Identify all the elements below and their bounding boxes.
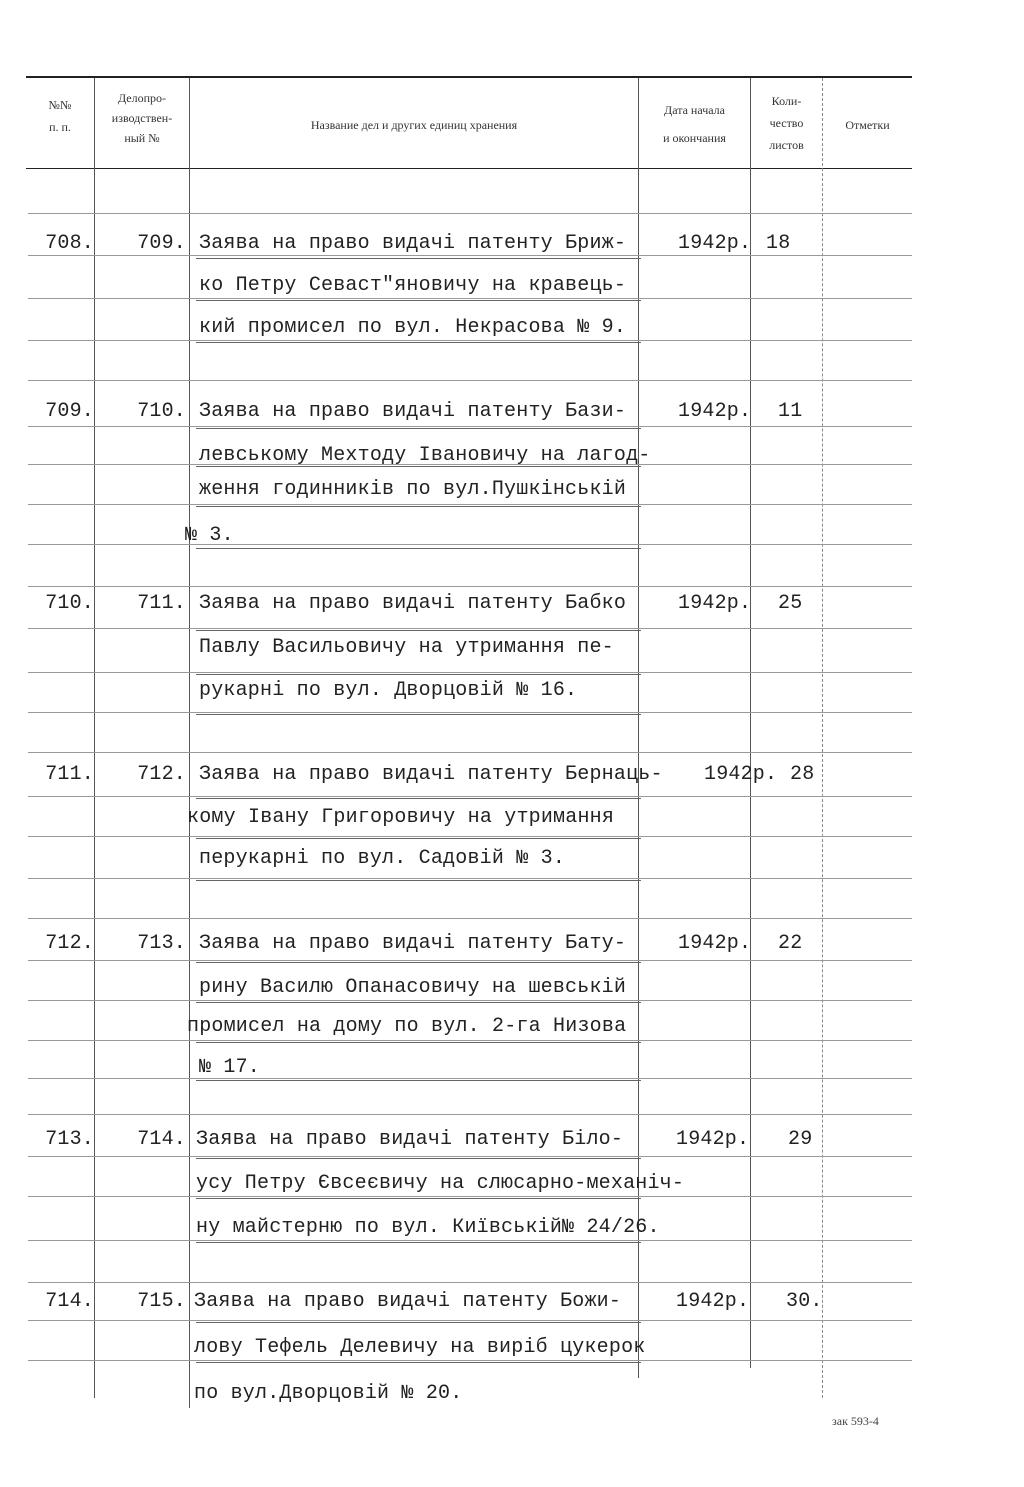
ruled-line bbox=[28, 1320, 912, 1321]
ruled-line bbox=[28, 796, 912, 797]
ruled-line bbox=[28, 960, 912, 961]
ruled-line bbox=[28, 1156, 912, 1157]
row-title-line: рину Василю Опанасовичу на шевській bbox=[199, 976, 627, 999]
row-title-line: Заява на право видачі патенту Бази- bbox=[199, 400, 627, 423]
col-divider-2 bbox=[189, 78, 190, 1408]
text-underline bbox=[196, 962, 641, 963]
row-title-line: усу Петру Євсеєвичу на слюсарно-механіч- bbox=[196, 1172, 685, 1195]
text-underline bbox=[196, 300, 641, 301]
row-title-line: кому Івану Григоровичу на утримання bbox=[187, 806, 615, 829]
header-col-count bbox=[751, 90, 822, 156]
ruled-line bbox=[28, 213, 912, 214]
row-title-line: лову Тефель Делевичу на виріб цукерок bbox=[194, 1336, 646, 1359]
header-col-num-line1: №№ bbox=[48, 98, 72, 112]
col-divider-5 bbox=[822, 78, 823, 1398]
row-num: 710. bbox=[45, 592, 94, 615]
row-date: 1942р. bbox=[704, 763, 778, 786]
text-underline bbox=[196, 506, 641, 507]
text-underline bbox=[196, 674, 641, 675]
text-underline bbox=[196, 258, 641, 259]
row-title-line: ко Петру Севаст"яновичу на кравець- bbox=[199, 274, 627, 297]
row-file-num: 715. bbox=[137, 1290, 186, 1313]
text-underline bbox=[196, 342, 641, 343]
ruled-line bbox=[28, 586, 912, 587]
text-underline bbox=[196, 880, 641, 881]
row-title-line: рукарні по вул. Дворцовій № 16. bbox=[199, 679, 578, 702]
row-file-num: 711. bbox=[137, 592, 186, 615]
row-file-num: 713. bbox=[137, 932, 186, 955]
col-divider-4 bbox=[750, 78, 751, 1368]
header-col-num bbox=[28, 94, 92, 138]
row-sheets: 28 bbox=[790, 763, 815, 786]
row-title-line: ну майстерню по вул. Київській№ 24/26. bbox=[196, 1216, 660, 1239]
ruled-line bbox=[28, 1078, 912, 1079]
row-num: 714. bbox=[45, 1290, 94, 1313]
header-col-file-line3: ный № bbox=[124, 131, 160, 145]
header-bottom-rule bbox=[26, 168, 912, 169]
header-col-file-line2: изводствен- bbox=[111, 111, 173, 125]
header-col-num-line2: п. п. bbox=[49, 120, 71, 134]
row-title-line: промисел на дому по вул. 2-га Низова bbox=[187, 1015, 627, 1038]
print-order-mark: зак 593-4 bbox=[832, 1414, 879, 1428]
header-col-count-line2: чество bbox=[769, 116, 804, 130]
header-col-dates-line2: и окончания bbox=[663, 131, 726, 145]
ruled-line bbox=[28, 1000, 912, 1001]
text-underline bbox=[196, 1042, 641, 1043]
text-underline bbox=[196, 1158, 641, 1159]
ruled-line bbox=[28, 1240, 912, 1241]
header-col-count-line3: листов bbox=[769, 138, 804, 152]
ruled-line bbox=[28, 1196, 912, 1197]
row-title-line: № 17. bbox=[199, 1056, 261, 1079]
row-title-line: Заява на право видачі патенту Бернаць- bbox=[199, 763, 663, 786]
row-file-num: 710. bbox=[137, 400, 186, 423]
text-underline bbox=[196, 798, 641, 799]
ruled-line bbox=[28, 504, 912, 505]
row-title-line: Заява на право видачі патенту Божи- bbox=[194, 1290, 622, 1313]
row-title-line: Заява на право видачі патенту Бабко bbox=[199, 592, 627, 615]
header-col-dates bbox=[639, 96, 750, 152]
ruled-line bbox=[28, 628, 912, 629]
row-title-line: левському Мехтоду Івановичу на лагод- bbox=[199, 444, 651, 467]
row-file-num: 712. bbox=[137, 763, 186, 786]
row-title-line: Заява на право видачі патенту Біло- bbox=[196, 1128, 624, 1151]
ruled-line bbox=[28, 1040, 912, 1041]
text-underline bbox=[196, 1002, 641, 1003]
ruled-line bbox=[28, 752, 912, 753]
ruled-line bbox=[28, 298, 912, 299]
text-underline bbox=[196, 1198, 641, 1199]
row-title-line: Заява на право видачі патенту Бату- bbox=[199, 932, 627, 955]
ruled-line bbox=[28, 712, 912, 713]
ruled-line bbox=[28, 380, 912, 381]
header-col-file bbox=[95, 88, 189, 148]
row-num: 709. bbox=[45, 400, 94, 423]
header-col-file-line1: Делопро- bbox=[117, 91, 167, 105]
text-underline bbox=[196, 1242, 641, 1243]
text-underline bbox=[196, 1322, 641, 1323]
row-date: 1942р. bbox=[678, 592, 752, 615]
row-sheets: 25 bbox=[778, 592, 803, 615]
header-col-count-line1: Коли- bbox=[771, 94, 802, 108]
ruled-line bbox=[28, 426, 912, 427]
text-underline bbox=[196, 714, 641, 715]
ruled-line bbox=[28, 1360, 912, 1361]
ruled-line bbox=[28, 918, 912, 919]
header-col-title: Название дел и других единиц хранения bbox=[310, 118, 518, 132]
ruled-line bbox=[28, 544, 912, 545]
row-date: 1942р. bbox=[676, 1290, 750, 1313]
header-top-rule bbox=[26, 76, 912, 78]
row-title-line: ження годинників по вул.Пушкінській bbox=[199, 478, 627, 501]
text-underline bbox=[196, 630, 641, 631]
row-sheets: 11 bbox=[778, 400, 803, 423]
ruled-line bbox=[28, 836, 912, 837]
row-num: 708. bbox=[45, 232, 94, 255]
text-underline bbox=[196, 548, 641, 549]
row-num: 713. bbox=[45, 1128, 94, 1151]
row-file-num: 714. bbox=[137, 1128, 186, 1151]
row-sheets: 30. bbox=[786, 1290, 823, 1313]
row-sheets: 18 bbox=[766, 232, 791, 255]
row-title-line: Заява на право видачі патенту Бриж- bbox=[199, 232, 627, 255]
row-date: 1942р. bbox=[676, 1128, 750, 1151]
row-title-line: № 3. bbox=[185, 524, 234, 547]
ruled-line bbox=[28, 1114, 912, 1115]
row-date: 1942р. bbox=[678, 932, 752, 955]
row-title-line: кий промисел по вул. Некрасова № 9. bbox=[199, 316, 627, 339]
ruled-line bbox=[28, 340, 912, 341]
col-divider-1 bbox=[94, 78, 95, 1398]
row-title-line: Павлу Васильовичу на утримання пе- bbox=[199, 636, 614, 659]
row-num: 712. bbox=[45, 932, 94, 955]
text-underline bbox=[196, 1080, 641, 1081]
row-date: 1942р. bbox=[678, 232, 752, 255]
text-underline bbox=[196, 838, 641, 839]
ruled-line bbox=[28, 1282, 912, 1283]
ruled-line bbox=[28, 878, 912, 879]
row-sheets: 29 bbox=[788, 1128, 813, 1151]
row-date: 1942р. bbox=[678, 400, 752, 423]
header-col-dates-line1: Дата начала bbox=[664, 103, 725, 117]
row-title-line: по вул.Дворцовій № 20. bbox=[194, 1382, 463, 1405]
ruled-line bbox=[28, 672, 912, 673]
row-file-num: 709. bbox=[137, 232, 186, 255]
row-title-line: перукарні по вул. Садовій № 3. bbox=[199, 847, 566, 870]
text-underline bbox=[196, 428, 641, 429]
row-num: 711. bbox=[45, 763, 94, 786]
ruled-line bbox=[28, 255, 912, 256]
row-sheets: 22 bbox=[778, 932, 803, 955]
header-col-notes: Отметки bbox=[845, 118, 890, 132]
text-underline bbox=[196, 1362, 641, 1363]
